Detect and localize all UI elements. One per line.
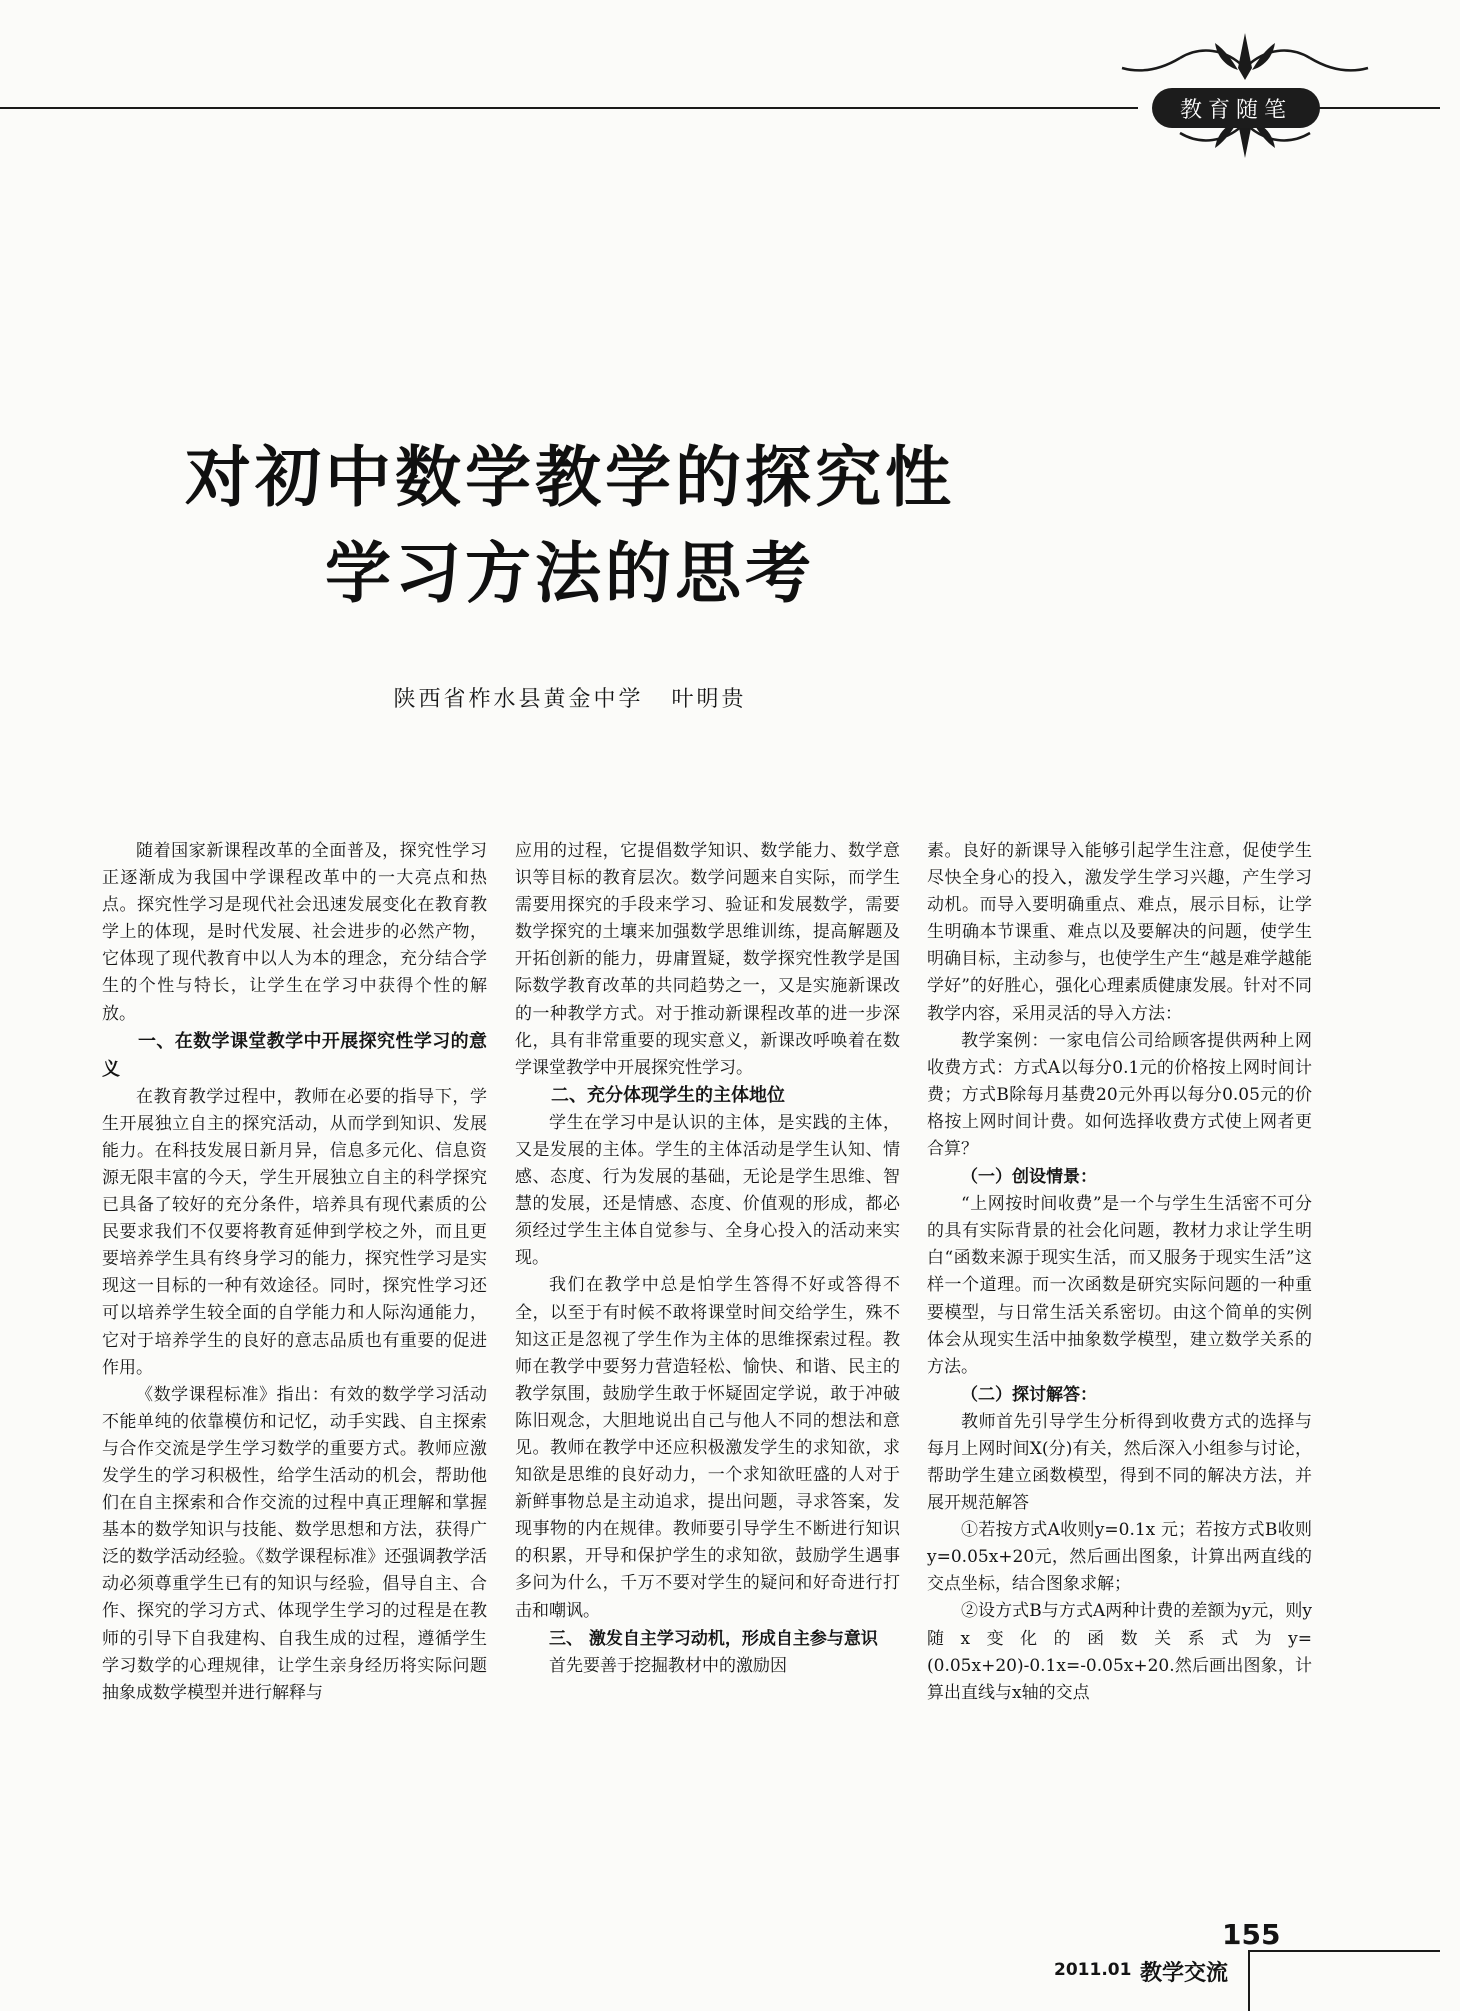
paragraph: 素。良好的新课导入能够引起学生注意，促使学生尽快全身心的投入，激发学生学习兴趣，产生学习动机。而导入要明确重点、难点，展示目标，让学生明确本节课重、难点以及要解决的问题，使学生明确目标，主动参与，也使学生产生“越是难学越能学好”的好胜心，强化心理素质健康发展。针对不同教学内容，采用灵活的导入方法：: [927, 841, 1312, 1024]
title-line-2: 学习方法的思考: [325, 535, 815, 612]
page-number: 155: [1222, 1918, 1281, 1951]
column-badge: 教育随笔: [1152, 88, 1320, 128]
header-rule: [0, 107, 1138, 109]
journal-name: 教学交流: [1140, 1961, 1229, 1986]
body-column-1: [102, 838, 487, 1707]
section-heading-3: 三、 激发自主学习动机，形成自主参与意识: [549, 1628, 878, 1649]
paragraph: 教师首先引导学生分析得到收费方式的选择与每月上网时间X(分)有关，然后深入小组参与讨论，帮助学生建立函数模型，得到不同的解决方法，并展开规范解答: [927, 1411, 1312, 1514]
title-line-1: 对初中数学教学的探究性: [185, 439, 955, 516]
section-heading-1: 一、在数学课堂教学中开展探究性学习的意义: [102, 1030, 487, 1080]
subsection-heading-2: （二）探讨解答：: [961, 1384, 1097, 1405]
paragraph: 在教育教学过程中，教师在必要的指导下，学生开展独立自主的探究活动，从而学到知识、发展能力。在科技发展日新月异，信息多元化、信息资源无限丰富的今天，学生开展独立自主的科学探究已具备了较好的充分条件，培养具有现代素质的公民要求我们不仅要将教育延伸到学校之外，而且更要培养学生具有终身学习的能力，探究性学习是实现这一目标的一种有效途径。同时，探究性学习还可以培养学生较全面的自学能力和人际沟通能力，它对于培养学生的良好的意志品质也有重要的促进作用。: [102, 1086, 487, 1378]
issue-number: 2011.01: [1054, 1960, 1132, 1980]
subsection-heading-1: （一）创设情景：: [961, 1167, 1097, 1188]
paragraph: ①若按方式A收则y=0.1x 元；若按方式B收则y=0.05x+20元，然后画出图象，计算出两直线的交点坐标，结合图象求解；: [927, 1520, 1312, 1595]
footer-rule: [1248, 1950, 1440, 1952]
author-line: [0, 682, 1140, 713]
paragraph: 教学案例：一家电信公司给顾客提供两种上网收费方式：方式A以每分0.1元的价格按上网时间计费；方式B除每月基费20元外再以每分0.05元的价格按上网时间计费。如何选择收费方式使上网者更合算？: [927, 1030, 1312, 1160]
paragraph: 首先要善于挖掘教材中的激励因: [549, 1655, 787, 1676]
author-name: 叶明贵: [671, 687, 747, 712]
paragraph: 《数学课程标准》指出：有效的数学学习活动不能单纯的依靠模仿和记忆，动手实践、自主探索与合作交流是学生学习数学的重要方式。教师应激发学生的学习积极性，给学生活动的机会，帮助他们在自主探索和合作交流的过程中真正理解和掌握基本的数学知识与技能、数学思想和方法，获得广泛的数学活动经验。《数学课程标准》还强调教学活动必须尊重学生已有的知识与经验，倡导自主、合作、探究的学习方式、体现学生学习的过程是在教师的引导下自我建构、自我生成的过程，遵循学生学习数学的心理规律，让学生亲身经历将实际问题抽象成数学模型并进行解释与: [102, 1384, 487, 1703]
section-heading-2: 二、充分体现学生的主体地位: [551, 1084, 785, 1106]
author-affiliation: 陕西省柞水县黄金中学: [393, 687, 644, 712]
paragraph: 学生在学习中是认识的主体，是实践的主体，又是发展的主体。学生的主体活动是学生认知、情感、态度、行为发展的基础，无论是学生思维、智慧的发展，还是情感、态度、价值观的形成，都必须经过学生主体自觉参与、全身心投入的活动来实现。: [515, 1112, 900, 1269]
paragraph: ②设方式B与方式A两种计费的差额为y元，则y随x变化的函数关系式为y=(0.05x+20)-0.1x=-0.05x+20.然后画出图象，计算出直线与x轴的交点: [927, 1601, 1312, 1703]
article-title: [0, 430, 1140, 622]
paragraph: “上网按时间收费”是一个与学生生活密不可分的具有实际背景的社会化问题，教材力求让学生明白“函数来源于现实生活，而又服务于现实生活”这样一个道理。而一次函数是研究实际问题的一种重要模型，与日常生活关系密切。由这个简单的实例体会从现实生活中抽象数学模型，建立数学关系的方法。: [927, 1194, 1312, 1377]
paragraph: 我们在教学中总是怕学生答得不好或答得不全，以至于有时候不敢将课堂时间交给学生，殊不知这正是忽视了学生作为主体的思维探索过程。教师在教学中要努力营造轻松、愉快、和谐、民主的教学氛围，鼓励学生敢于怀疑固定学说，敢于冲破陈旧观念，大胆地说出自己与他人不同的想法和意见。教师在教学中还应积极激发学生的求知欲，求知欲是思维的良好动力，一个求知欲旺盛的人对于新鲜事物总是主动追求，提出问题，寻求答案，发现事物的内在规律。教师要引导学生不断进行知识的积累，开导和保护学生的求知欲，鼓励学生遇事多问为什么，千万不要对学生的疑问和好奇进行打击和嘲讽。: [515, 1275, 900, 1621]
body-column-2: [515, 838, 900, 1680]
paragraph: 应用的过程，它提倡数学知识、数学能力、数学意识等目标的教育层次。数学问题来自实际，而学生需要用探究的手段来学习、验证和发展数学，需要数学探究的土壤来加强数学思维训练，提高解题及开拓创新的能力，毋庸置疑，数学探究性教学是国际数学教育改革的共同趋势之一，又是实施新课改的一种教学方式。对于推动新课程改革的进一步深化，具有非常重要的现实意义，新课改呼唤着在数学课堂教学中开展探究性学习。: [515, 841, 900, 1078]
body-column-3: [927, 838, 1312, 1707]
paragraph: 随着国家新课程改革的全面普及，探究性学习正逐渐成为我国中学课程改革中的一大亮点和热点。探究性学习是现代社会迅速发展变化在教育教学上的体现，是时代发展、社会进步的必然产物，它体现了现代教育中以人为本的理念，充分结合学生的个性与特长，让学生在学习中获得个性的解放。: [102, 841, 487, 1024]
footer-vertical-rule: [1248, 1950, 1250, 2011]
